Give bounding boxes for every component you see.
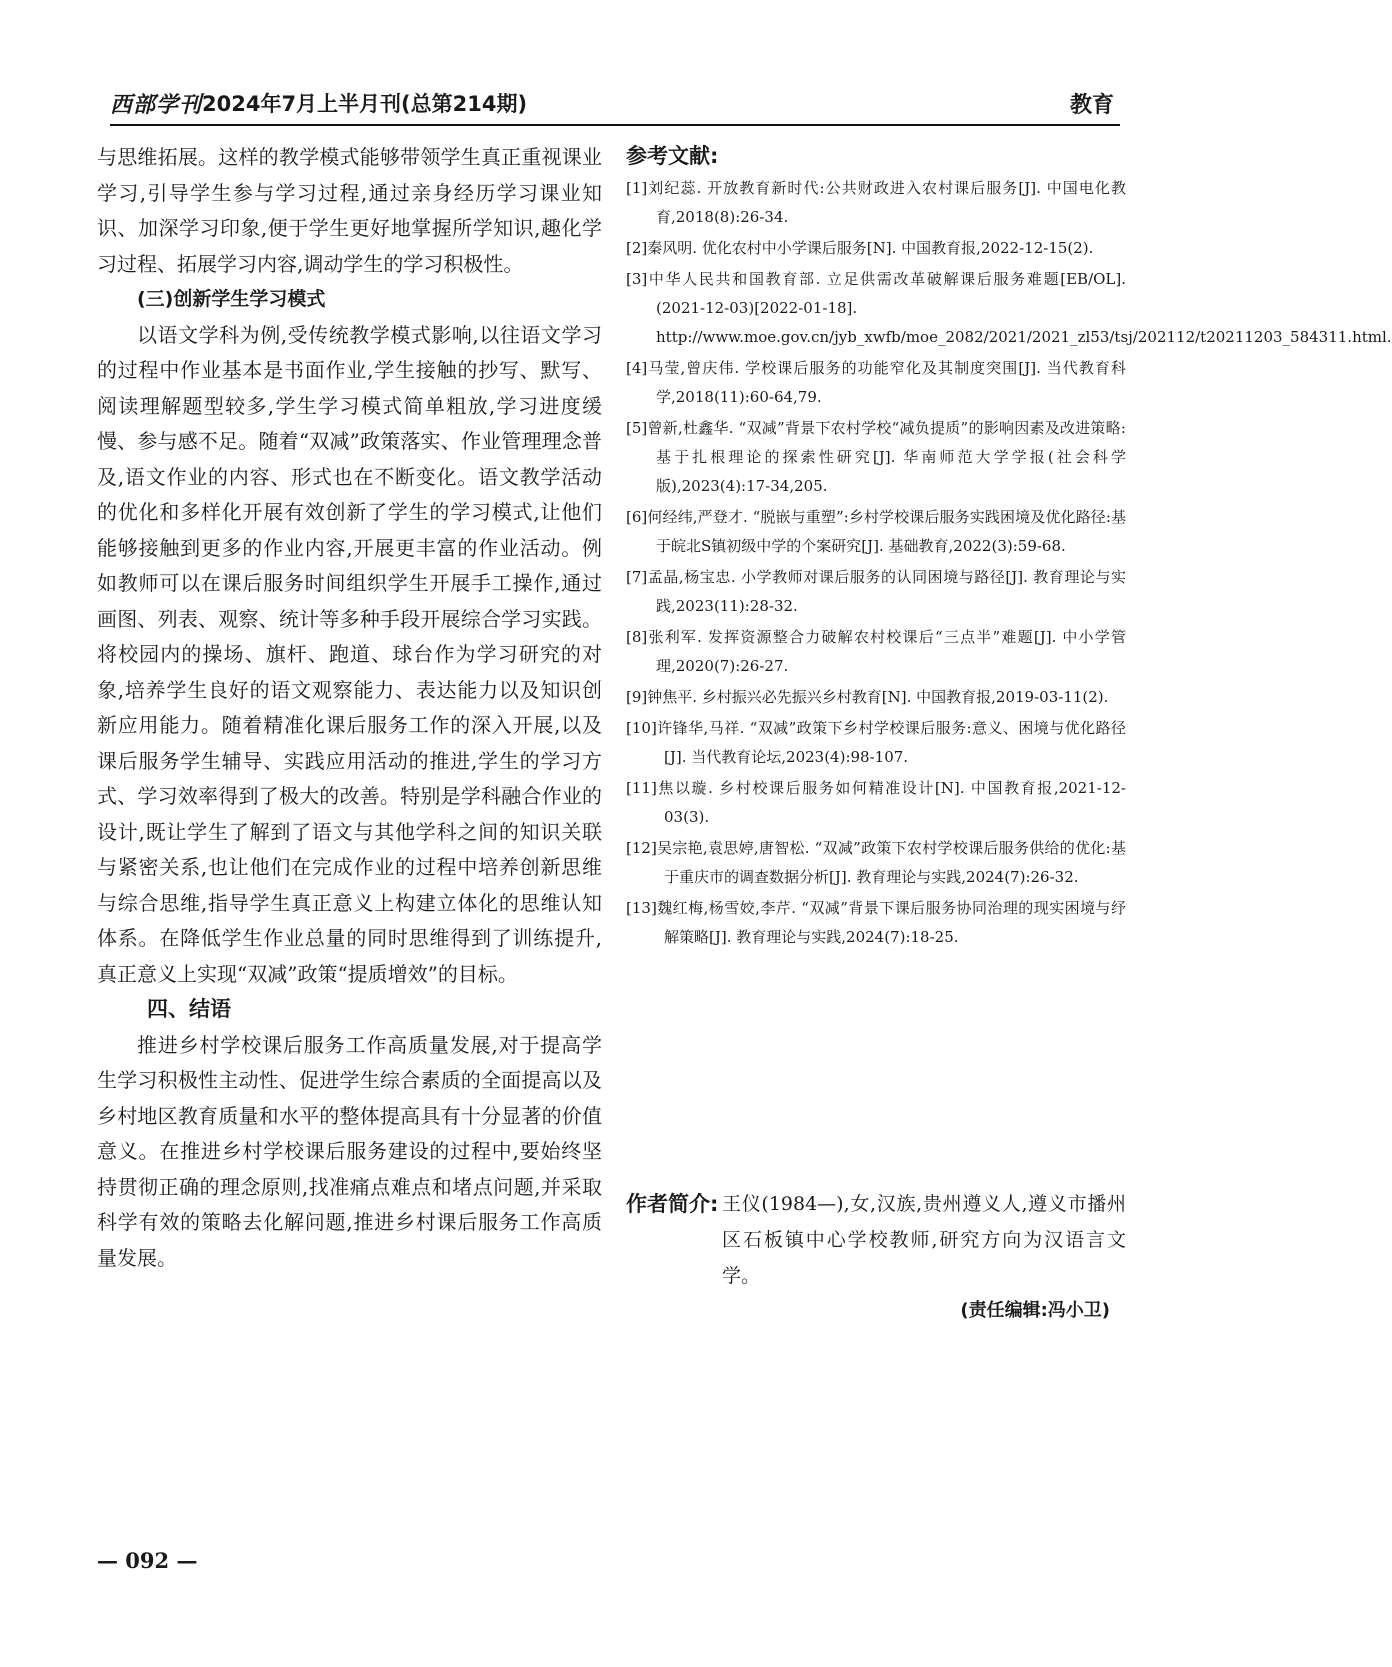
author-bio-label: 作者简介: [626,1192,719,1216]
issue-info: 2024年7月上半月刊(总第214期) [202,92,528,116]
subheading-innovate-learning: (三)创新学生学习模式 [137,288,326,310]
paragraph-continued: 与思维拓展。这样的教学模式能够带领学生真正重视课业学习,引导学生参与学习过程,通过亲身经历学习课业知识、加深学习印象,便于学生更好地掌握所学知识,趣化学习过程、拓展学习内容,调动学生的学习积极性。 [97,145,602,276]
section-heading-conclusion: 四、结语 [147,997,231,1021]
reference-item: [6]何经纬,严登才. “脱嵌与重塑”:乡村学校课后服务实践困境及优化路径:基于皖北S镇初级中学的个案研究[J]. 基础教育,2022(3):59-68. [626,508,1126,555]
responsible-editor: (责任编辑:冯小卫) [960,1300,1110,1321]
reference-item: [3]中华人民共和国教育部. 立足供需改革破解课后服务难题[EB/OL]. (2021-12-03)[2022-01-18]. http://www.moe.gov.cn/jyb_xwfb/moe_2082/2021/2021_zl53/tsj/202112/t20211203_584311.html. [626,270,1392,346]
reference-item: [4]马莹,曾庆伟. 学校课后服务的功能窄化及其制度突围[J]. 当代教育科学,2018(11):60-64,79. [626,359,1126,406]
reference-item: [5]曾新,杜鑫华. “双减”背景下农村学校“减负提质”的影响因素及改进策略:基于扎根理论的探索性研究[J]. 华南师范大学学报(社会科学版),2023(4):17-34,205. [626,419,1126,495]
reference-item: [12]吴宗艳,袁思婷,唐智松. “双减”政策下农村学校课后服务供给的优化:基于重庆市的调查数据分析[J]. 教育理论与实践,2024(7):26-32. [626,839,1126,886]
reference-item: [8]张利军. 发挥资源整合力破解农村校课后“三点半”难题[J]. 中小学管理,2020(7):26-27. [626,628,1126,675]
right-column [626,140,1392,954]
references-title: 参考文献: [626,144,719,168]
author-bio [626,1186,1126,1294]
page-number: — 092 — [97,1548,198,1573]
reference-item: [11]焦以璇. 乡村校课后服务如何精准设计[N]. 中国教育报,2021-12-03(3). [626,779,1126,826]
journal-logo: 西部学刊 [110,92,203,118]
reference-item: [9]钟焦平. 乡村振兴必先振兴乡村教育[N]. 中国教育报,2019-03-11(2). [626,688,1109,706]
running-header [110,84,1120,126]
author-bio-text: 王仪(1984—),女,汉族,贵州遵义人,遵义市播州区石板镇中心学校教师,研究方向为汉语言文学。 [722,1193,1126,1287]
reference-item: [10]许锋华,马祥. “双减”政策下乡村学校课后服务:意义、困境与优化路径[J]. 当代教育论坛,2023(4):98-107. [626,719,1126,766]
reference-item: [13]魏红梅,杨雪姣,李芹. “双减”背景下课后服务协同治理的现实困境与纾解策略[J]. 教育理论与实践,2024(7):18-25. [626,899,1126,946]
reference-item: [1]刘纪蕊. 开放教育新时代:公共财政进入农村课后服务[J]. 中国电化教育,2018(8):26-34. [626,179,1126,226]
reference-item: [7]孟晶,杨宝忠. 小学教师对课后服务的认同困境与路径[J]. 教育理论与实践,2023(11):28-32. [626,568,1126,615]
reference-list [626,174,1392,952]
reference-item: [2]秦风明. 优化农村中小学课后服务[N]. 中国教育报,2022-12-15(2). [626,239,1094,257]
left-column [97,140,602,1276]
paragraph-conclusion: 推进乡村学校课后服务工作高质量发展,对于提高学生学习积极性主动性、促进学生综合素质的全面提高以及乡村地区教育质量和水平的整体提高具有十分显著的价值意义。在推进乡村学校课后服务建设的过程中,要始终坚持贯彻正确的理念原则,找准痛点难点和堵点问题,并采取科学有效的策略去化解问题,推进乡村课后服务工作高质量发展。 [97,1032,602,1270]
section-name: 教育 [1069,93,1114,118]
paragraph-learning-mode: 以语文学科为例,受传统教学模式影响,以往语文学习的过程中作业基本是书面作业,学生接触的抄写、默写、阅读理解题型较多,学生学习模式简单粗放,学习进度缓慢、参与感不足。随着“双减”政策落实、作业管理理念普及,语文作业的内容、形式也在不断变化。语文教学活动的优化和多样化开展有效创新了学生的学习模式,让他们能够接触到更多的作业内容,开展更丰富的作业活动。例如教师可以在课后服务时间组织学生开展手工操作,通过画图、列表、观察、统计等多种手段开展综合学习实践。将校园内的操场、旗杆、跑道、球台作为学习研究的对象,培养学生良好的语文观察能力、表达能力以及知识创新应用能力。随着精准化课后服务工作的深入开展,以及课后服务学生辅导、实践应用活动的推进,学生的学习方式、学习效率得到了极大的改善。特别是学科融合作业的设计,既让学生了解到了语文与其他学科之间的知识关联与紧密关系,也让他们在完成作业的过程中培养创新思维与综合思维,指导学生真正意义上构建立体化的思维认知体系。在降低学生作业总量的同时思维得到了训练提升,真正意义上实现“双减”政策“提质增效”的目标。 [97,322,602,986]
